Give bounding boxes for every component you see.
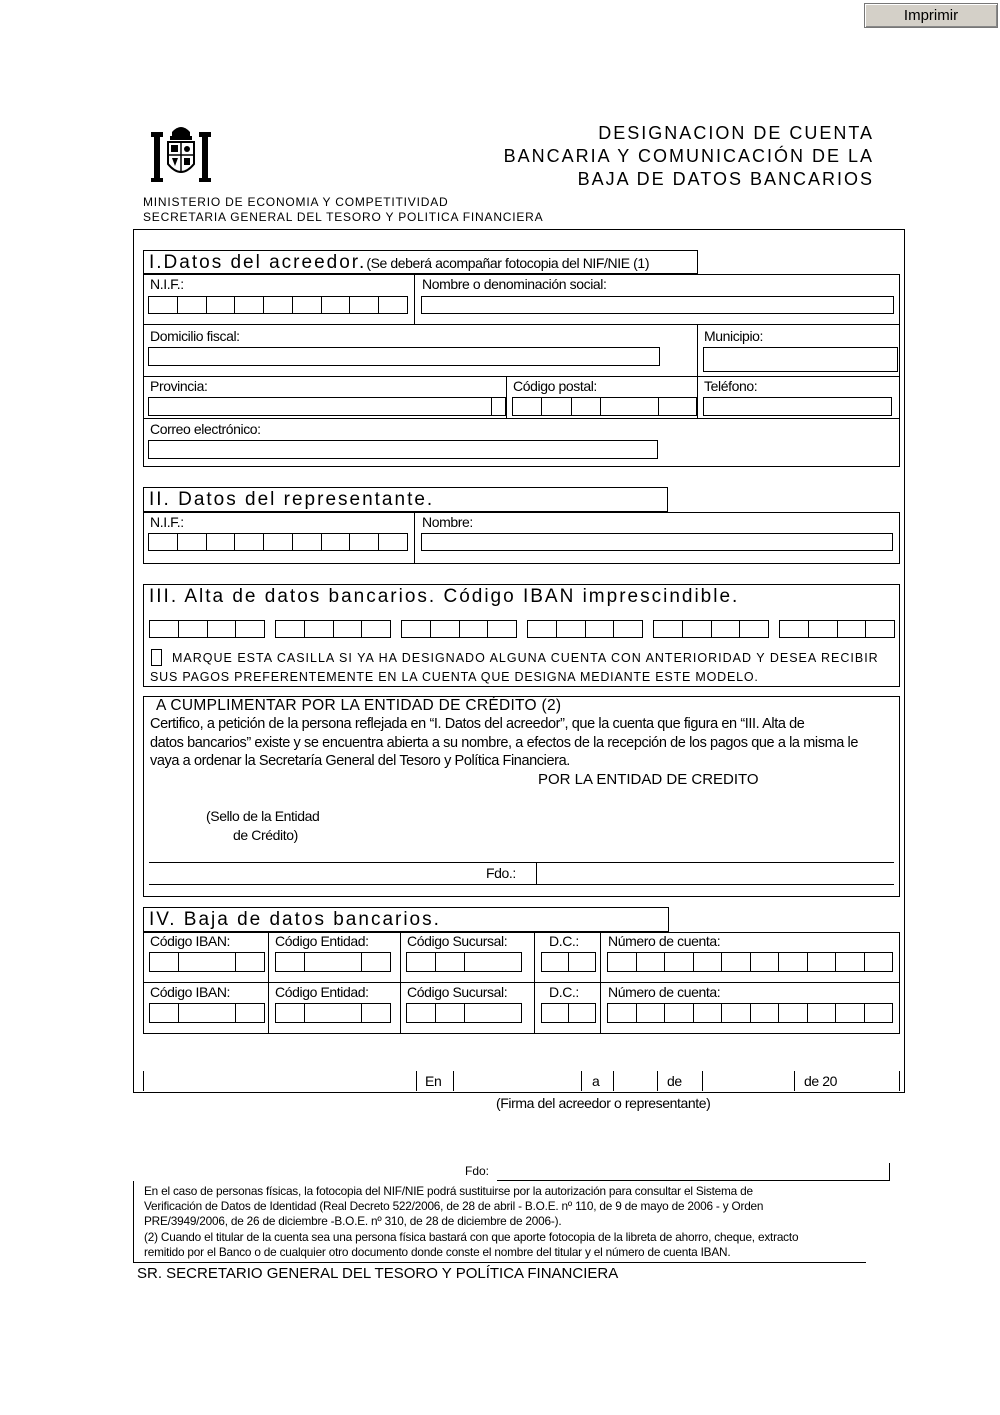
municipio-input[interactable] [703,347,898,372]
rep-name-input[interactable] [421,533,893,551]
por-la-entidad: POR LA ENTIDAD DE CREDITO [538,771,759,788]
rep-nif-label: N.I.F.: [150,514,184,530]
form-title-line2: BANCARIA Y COMUNICACIÓN DE LA [503,146,874,166]
note2-line2: remitido por el Banco o de cualquier otro documento donde conste el nombre del titular y el número de cuenta IBAN. [144,1245,731,1259]
day-input[interactable] [454,1071,580,1091]
baja2-entidad-label: Código Entidad: [275,984,369,1000]
baja2-sucursal-input[interactable] [406,1003,522,1023]
provincia-label: Provincia: [150,378,208,394]
checkbox-text-line1: MARQUE ESTA CASILLA SI YA HA DESIGNADO ALGUNA CUENTA CON ANTERIORIDAD Y DESEA RECIBIR [172,651,879,665]
baja1-entidad-input[interactable] [275,952,391,972]
address-input[interactable] [148,347,660,366]
rep-name-label: Nombre: [422,514,473,530]
section1-title [149,252,649,274]
baja1-iban-label: Código IBAN: [150,933,231,949]
nif-label: N.I.F.: [150,276,184,292]
baja2-dc-label: D.C.: [549,984,579,1000]
baja2-iban-label: Código IBAN: [150,984,231,1000]
iban-group-2[interactable] [275,620,391,638]
cp-input[interactable] [512,397,697,416]
cert-line1: Certifico, a petición de la persona reflejada en “I. Datos del acreedor”, que la cuenta que figura en “III. Alta de [150,716,805,732]
cp-label: Código postal: [513,378,597,394]
month-input[interactable] [614,1071,656,1091]
note1-line3: PRE/3949/2006, de 26 de diciembre -B.O.E. nº 310, de 28 de diciembre de 2006-). [144,1214,562,1228]
checkbox-text-line2: SUS PAGOS PREFERENTEMENTE EN LA CUENTA QUE DESIGNA MEDIANTE ESTE MODELO. [150,670,759,684]
address-label: Domicilio fiscal: [150,328,240,344]
de20-label: de 20 [804,1073,838,1089]
entity-fdo-label: Fdo.: [486,865,516,881]
email-label: Correo electrónico: [150,421,261,437]
iban-group-5[interactable] [653,620,769,638]
signature-field[interactable] [497,1163,890,1181]
section2-title: II. Datos del representante. [149,489,435,510]
baja1-iban-input[interactable] [149,952,265,972]
nif-input[interactable] [148,296,408,314]
baja1-sucursal-label: Código Sucursal: [407,933,508,949]
note1-line2: Verificación de Datos de Identidad (Real Decreto 522/2006, de 28 de abril - B.O.E. nº 110, de 9 de mayo de 2006 - y Orden [144,1199,764,1213]
coat-of-arms-logo [148,122,214,184]
en-label: En [425,1073,442,1089]
form-title-line3: BAJA DE DATOS BANCARIOS [577,169,874,189]
baja1-dc-input[interactable] [541,952,596,972]
entity-signature-field[interactable] [537,863,893,883]
note2-line1: (2) Cuando el titular de la cuenta sea una persona física bastará con que aporte fotocopia de la libreta de ahorro, cheque, extracto [144,1230,799,1244]
name-label: Nombre o denominación social: [422,276,607,292]
place-input[interactable] [144,1071,414,1091]
baja2-cuenta-input[interactable] [607,1003,893,1023]
municipio-label: Municipio: [704,328,764,344]
baja2-entidad-input[interactable] [275,1003,391,1023]
de-label: de [667,1073,682,1089]
print-button[interactable]: Imprimir [864,3,998,28]
baja1-entidad-label: Código Entidad: [275,933,369,949]
cert-line3: vaya a ordenar la Secretaría General del Tesoro y Política Financiera. [150,753,570,769]
note1-line1: En el caso de personas físicas, la fotocopia del NIF/NIE podrá sustituirse por la autorización para consultar el Sistema de [144,1184,753,1198]
month2-input[interactable] [703,1071,793,1091]
previous-account-checkbox[interactable] [151,649,162,666]
telefono-label: Teléfono: [704,378,758,394]
iban-group-6[interactable] [779,620,895,638]
a-label: a [592,1073,600,1089]
ministry-name: MINISTERIO DE ECONOMIA Y COMPETITIVIDAD [143,195,449,209]
secretariat-name: SECRETARIA GENERAL DEL TESORO Y POLITICA FINANCIERA [143,210,544,224]
telefono-input[interactable] [703,397,892,416]
rep-nif-input[interactable] [148,533,408,551]
seal-line1: (Sello de la Entidad [206,808,320,824]
section1-note: (Se deberá acompañar fotocopia del NIF/NIE (1) [366,255,650,271]
baja1-cuenta-input[interactable] [607,952,893,972]
cert-line2: datos bancarios” existe y se encuentra abierta a su nombre, a efectos de la recepción de los pagos que a la misma le [150,735,859,751]
section1-title-text: I.Datos del acreedor. [149,252,367,273]
iban-group-1[interactable] [149,620,265,638]
baja2-cuenta-label: Número de cuenta: [608,984,721,1000]
baja1-dc-label: D.C.: [549,933,579,949]
addressee: SR. SECRETARIO GENERAL DEL TESORO Y POLÍTICA FINANCIERA [137,1265,619,1282]
provincia-input[interactable] [148,397,506,416]
baja2-sucursal-label: Código Sucursal: [407,984,508,1000]
seal-line2: de Crédito) [233,827,298,843]
email-input[interactable] [148,440,658,459]
signature-fdo-label: Fdo: [465,1164,490,1178]
entity-title: A CUMPLIMENTAR POR LA ENTIDAD DE CRÉDITO (2) [156,697,562,714]
section3-title: III. Alta de datos bancarios. Código IBAN imprescindible. [149,586,740,607]
iban-group-3[interactable] [401,620,517,638]
section4-title: IV. Baja de datos bancarios. [149,909,441,930]
baja1-sucursal-input[interactable] [406,952,522,972]
baja2-dc-input[interactable] [541,1003,596,1023]
name-input[interactable] [421,296,894,314]
form-title-line1: DESIGNACION DE CUENTA [598,123,874,143]
firma-caption: (Firma del acreedor o representante) [496,1095,711,1111]
baja1-cuenta-label: Número de cuenta: [608,933,721,949]
baja2-iban-input[interactable] [149,1003,265,1023]
iban-group-4[interactable] [527,620,643,638]
